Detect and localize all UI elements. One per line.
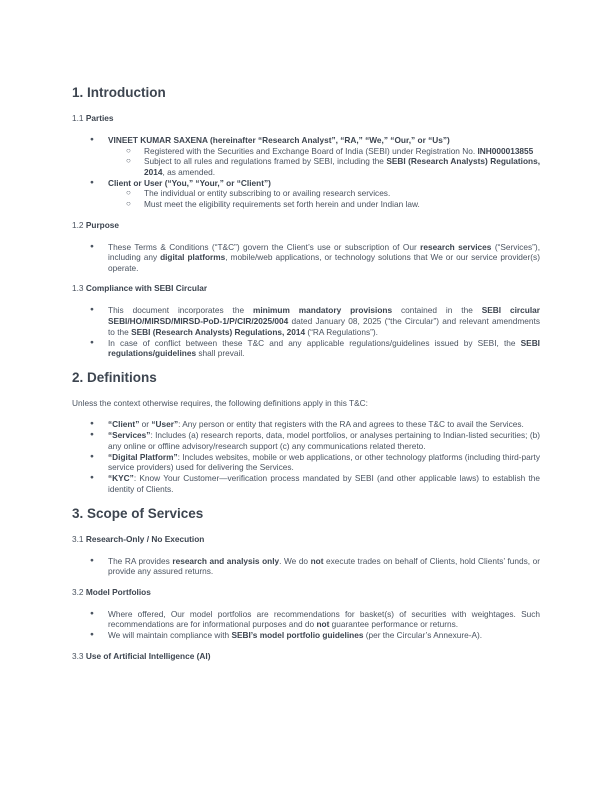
list-item bbox=[144, 146, 540, 157]
text: shall prevail. bbox=[196, 348, 245, 359]
list-item bbox=[108, 419, 540, 430]
list-item bbox=[108, 305, 540, 337]
ra-sublist bbox=[108, 146, 540, 178]
subsection-heading-ai bbox=[72, 651, 540, 662]
subsection-title: Compliance with SEBI Circular bbox=[85, 283, 208, 294]
list-item bbox=[108, 242, 540, 274]
section-heading-introduction: 1. Introduction bbox=[72, 85, 166, 100]
subsection-number: 3.2 bbox=[72, 586, 86, 597]
list-item bbox=[108, 452, 540, 473]
bold-text: digital platforms bbox=[160, 252, 226, 263]
subsection-heading-model-portfolios bbox=[72, 587, 540, 598]
subsection-title: Research-Only / No Execution bbox=[85, 533, 205, 544]
text: : Any person or entity that registers with the RA and agrees to these T&C to avail the Services. bbox=[178, 418, 524, 429]
text: Where offered, Our model portfolios are recommendations for basket(s) of securities with weightages. Such recommendations are for informational purposes and do bbox=[108, 608, 540, 630]
list-item bbox=[108, 609, 540, 630]
section-heading-scope: 3. Scope of Services bbox=[72, 505, 204, 521]
subsection-heading-parties bbox=[72, 113, 540, 124]
compliance-list bbox=[72, 305, 540, 358]
bold-text: not bbox=[310, 555, 324, 566]
ra-name: VINEET KUMAR SAXENA (hereinafter “Research Analyst”, “RA,” “We,” “Our,” or “Us”) bbox=[108, 135, 450, 145]
model-portfolios-list bbox=[72, 609, 540, 641]
subsection-heading-purpose bbox=[72, 220, 540, 231]
bold-text: not bbox=[316, 619, 330, 630]
term: “User” bbox=[151, 418, 179, 429]
subsection-number: 3.1 bbox=[72, 533, 86, 544]
list-item bbox=[108, 556, 540, 577]
text: : Includes websites, mobile or web applications, or other technology platforms (including third-party service providers) used for delivering the Services. bbox=[108, 451, 540, 473]
definitions-intro: Unless the context otherwise requires, the following definitions apply in this T&C: bbox=[72, 397, 368, 408]
text: , as amended. bbox=[162, 166, 216, 177]
list-item: ○ Must meet the eligibility requirements set forth herein and under Indian law. bbox=[144, 199, 540, 210]
bold-text: SEBI (Research Analysts) Regulations, 2014 bbox=[144, 156, 541, 177]
bold-text: SEBI (Research Analysts) Regulations, 2014 bbox=[131, 326, 306, 337]
research-only-list bbox=[72, 556, 540, 577]
term: “Client” bbox=[108, 418, 140, 429]
text: , mobile/web applications, or technology solutions that We or our service provider(s) operate. bbox=[108, 252, 540, 273]
bold-text: SEBI circular SEBI/HO/MIRSD/MIRSD-PoD-1/P/CIR/2025/004 bbox=[108, 305, 540, 327]
list-item bbox=[108, 135, 540, 177]
list-item bbox=[144, 156, 540, 177]
subsection-title: Model Portfolios bbox=[85, 586, 151, 597]
section-heading-definitions: 2. Definitions bbox=[72, 369, 157, 385]
term: “Digital Platform” bbox=[108, 451, 178, 462]
term: “Services” bbox=[108, 430, 151, 440]
text: dated January 08, 2025 (“the Circular”) and relevant amendments to the bbox=[108, 316, 540, 337]
registration-number: INH000013855 bbox=[477, 145, 534, 156]
definitions-list bbox=[72, 419, 540, 495]
text: In case of conflict between these T&C and any applicable regulations/guidelines issued by SEBI, the bbox=[108, 337, 521, 348]
subsection-number: 1.3 bbox=[72, 283, 86, 294]
text: Registered with the Securities and Exchange Board of India (SEBI) under Registration No. bbox=[144, 145, 478, 156]
text: These Terms & Conditions (“T&C”) govern the Client’s use or subscription of Our bbox=[108, 241, 421, 252]
subsection-number: 1.1 bbox=[72, 113, 86, 123]
text: We will maintain compliance with bbox=[108, 630, 232, 641]
text: contained in the bbox=[392, 305, 482, 316]
list-item bbox=[108, 178, 540, 210]
subsection-number: 1.2 bbox=[72, 219, 86, 230]
subsection-number: 3.3 bbox=[72, 651, 86, 662]
bold-text: SEBI regulations/guidelines bbox=[108, 337, 540, 359]
text: Subject to all rules and regulations framed by SEBI, including the bbox=[144, 156, 387, 167]
list-item: ○ The individual or entity subscribing to or availing research services. bbox=[144, 188, 540, 199]
list-item bbox=[108, 473, 540, 494]
list-item bbox=[108, 430, 540, 451]
subsection-title: Purpose bbox=[85, 219, 120, 230]
text: : Includes (a) research reports, data, model portfolios, or analyses pertaining to Indian-listed securities; (b) any online or offline advisory/research support (c) any communications related thereto. bbox=[108, 430, 540, 451]
subsection-title: Use of Artificial Intelligence (AI) bbox=[85, 651, 211, 662]
text: : Know Your Customer—verification process mandated by SEBI (and other applicable laws) to establish the identity of Clients. bbox=[108, 473, 540, 494]
client-title: Client or User (“You,” “Your,” or “Client”) bbox=[108, 177, 271, 188]
text: The RA provides bbox=[108, 555, 173, 566]
subsection-heading-compliance bbox=[72, 283, 540, 294]
bold-text: SEBI’s model portfolio guidelines bbox=[231, 630, 364, 641]
document-page bbox=[72, 84, 540, 669]
text: (“RA Regulations”). bbox=[305, 326, 378, 337]
subsection-heading-research-only bbox=[72, 534, 540, 545]
parties-list bbox=[72, 135, 540, 210]
text: execute trades on behalf of Clients, hold Clients’ funds, or provide any assured returns. bbox=[108, 555, 541, 577]
text: (per the Circular’s Annexure-A). bbox=[363, 630, 483, 641]
purpose-list bbox=[72, 242, 540, 274]
bold-text: research services bbox=[420, 241, 492, 252]
text: or bbox=[139, 418, 152, 429]
bold-text: minimum mandatory provisions bbox=[252, 305, 393, 316]
text: guarantee performance or returns. bbox=[329, 619, 459, 630]
bold-text: research and analysis only bbox=[172, 555, 280, 566]
list-item bbox=[108, 338, 540, 359]
client-sublist bbox=[108, 188, 540, 209]
text: This document incorporates the bbox=[108, 305, 253, 316]
list-item bbox=[108, 630, 540, 641]
text: . We do bbox=[279, 555, 311, 566]
term: “KYC” bbox=[108, 473, 134, 484]
subsection-title: Parties bbox=[85, 113, 114, 123]
text: (“Services”), including any bbox=[108, 241, 541, 263]
